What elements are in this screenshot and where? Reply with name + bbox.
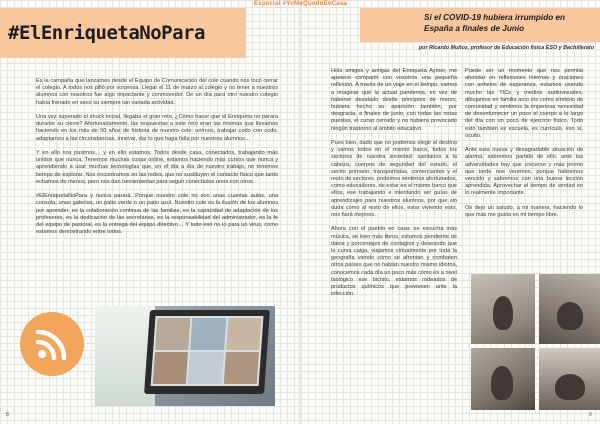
rss-feed-icon [20,312,84,376]
paragraph: Es la campaña que lanzamos desde el Equipo de Comunicación del cole cuando nos tocó cerrar el colegio. A todos nos pilló por sorpresa. Llegar el 11 de marzo al colegio y no tener a nuestros alumnos con nosotros fue algo impactante y conmovedor. De un día para otro nuestro colegio había frenado en seco su siempre tan variada actividad. [36,78,278,106]
page-title: #ElEnriquetaNoPara [8,22,205,44]
photo-laptop [144,310,270,394]
photo-exercise-1 [471,274,535,344]
page-number-right: 9 [589,412,592,418]
article-column-1 [331,68,457,306]
article-column-2 [465,68,583,226]
left-article-body [36,78,278,244]
left-title-box [0,8,246,58]
paragraph: Y en ello nos pusimos… y en ello estamos. Todos desde casa, conectados, trabajando más unidos que nunca. Tenemos muchas cosas online, estamos haciendo más cursos que nunca y aprendiendo a usar muchas tecnologías que, en el día a día de nuestro trabajo, no tenemos tiempo de explorar. Nos encontramos en las redes, que no sustituyen el contacto físico que tanto echamos de menos, pero nos dan herramientas para seguir conectados unos con otros. [36,150,278,185]
photo-video-grid [151,316,264,386]
paragraph: Puede ser un momento que nos permita ahondar en reflexiones internas y oraciones con anhelos de esperanza, estamos usando mucho las TICs y medios audiovisuales, dibujamos en familia arco iris como símbolo de comunidad y sentimos la imperiosa necesidad de desentumecer un poco el cuerpo a lo largo del día con un poco de ejercicio físico. Todo esto también es escuela, es currículo, eso sí, oculto. [465,68,583,139]
paragraph: #ElEnriquetaNoPara y nunca parará. Porque nuestro cole no son unas cuantas aulas, una consola, unas galerías, un patio verde o un patio azul. Nuestro cole es la ilusión de los alumnos por aprender, es la colaboración continua de las familias, es la capacidad de adaptación de los profesores, es la dedicación de las secretarias, es la responsabilidad del administrador, es la fe del equipo de pastoral, es la entrega del equipo directivo… Y todo eso no lo para un virus, como estamos demostrando entre todos. [36,193,278,236]
right-title-box [360,8,600,42]
photo-exercise-2 [539,274,600,344]
special-hashtag: Especial #YoMeQuedoEnCasa [254,1,348,7]
page-spine [299,0,301,424]
paragraph: Ahora con el pueblo en casa: se escucha más música, se leen más libros, estamos pendiente de datos y porcentajes de contagios y deseando que la curva caiga, viajamos virtualmente por toda la geografía viendo cómo se afrontan y combaten otros países que no hablan nuestro mismo idioma, conocemos cada día un poco más cómo es a nivel biológico ese bichito, estamos rodeados de productos químicos que previenen ante la infección. [331,226,457,298]
paragraph: Una vez superado el shock inicial, llegaba el gran reto, ¿Cómo hacer que el Enriqueta no parara durante su cierre? Afortunadamente, las respuestas a este reto eran las mismas que llevamos haciendo en los más de 50 años de historia de nuestro cole: unirnos, trabajar codo con codo, adaptarnos a las circunstancias, innovar, dar lo que haga falta por nuestros alumnos… [36,114,278,142]
photo-online-class [95,306,275,406]
paragraph: Os dejo un saludo, a mi manera, haciendo lo que más me gusta en mi tiempo libre. [465,204,583,219]
photo-exercise-4 [539,348,600,410]
page-number-left: 8 [6,412,9,418]
photo-exercise-3 [471,348,535,410]
article-byline: por Ricardo Muñoz, profesor de Educación física ESO y Bachillerato [418,45,594,51]
paragraph: Hola amigos y amigas del Enriqueta Aymer, me apetece compartir con vosotros una pequeña reflexión. A través de un viaje en el tiempo, vamos a imaginar que la actual pandemia, en vez de haberse desatado desde principios de marzo, hubiera hecho su aparición también, por desgracia, a finales de junio, con todas las notas puestas, el curso cerrado y no hubiera provocado ningún trastorno al ámbito educativo. [331,68,457,132]
paragraph: Pues bien, dado que no podemos elegir el destino y vamos todos en el mismo barco, todos los sectores de nuestra sociedad: sanitarios a la cabeza, cuerpos de seguridad del estado, el sector primario, transportistas, comerciantes y el resto de sectores, podemos sentirnos afortunados, como educadores, de estar en el mismo barco que ellos, ese trabajando e intentando ser guías de aprendizajes para nuestros alumnos, por que sin duda como al resto de ellos, estar viviendo esto, nos hará mejores. [331,140,457,219]
article-title: Si el COVID-19 hubiera irrumpido en España a finales de Junio [424,13,566,33]
paragraph: Ante esta nueva y desagradable situación de alarma, sabremos partido de ello, ante las adversidades hay que crecerse y más pronto que tarde nos veremos, porque habremos vencido y sabremos con una buena lección aprendida. Aprovechar el tiempo de verdad en lo realmente importante. [465,147,583,197]
